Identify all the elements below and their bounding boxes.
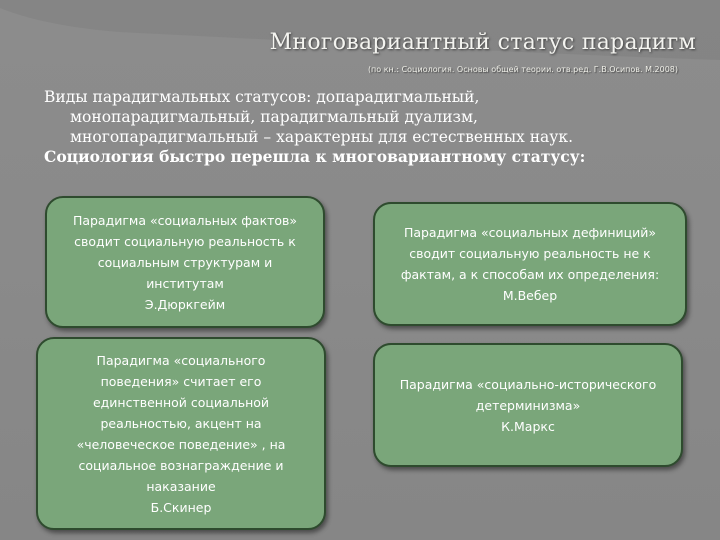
box-author: Э.Дюркгейм: [144, 296, 226, 312]
box-author: К.Маркс: [501, 418, 555, 434]
box-line: Парадигма «социальных дефиниций»: [403, 225, 657, 240]
box-line: социальное вознаграждение и: [78, 457, 284, 473]
paradigm-box-social-behavior: [36, 337, 326, 530]
intro-bold-line: Социология быстро перешла к многовариантному статусу:: [44, 147, 586, 166]
source-citation: (по кн.: Социология. Основы общей теории. отв.ред. Г.В.Осипов. М.2008): [367, 65, 678, 74]
box-line: наказание: [146, 478, 216, 494]
box-line: реальностью, акцент на: [100, 415, 262, 431]
slide-title: Многовариантный статус парадигм: [269, 30, 696, 55]
intro-line-2: монопарадигмальный, парадигмальный дуализм,: [70, 108, 478, 126]
paradigm-box-social-definitions: [373, 202, 687, 326]
box-line: «человеческое поведение» , на: [76, 436, 286, 452]
paradigm-box-social-facts: [45, 196, 325, 328]
box-line: детерминизма»: [475, 397, 581, 413]
box-line: институтам: [146, 275, 224, 291]
box-line: Парадигма «социального: [96, 352, 266, 368]
box-line: Парадигма «социальных фактов»: [72, 212, 298, 228]
box-line: поведения» считает его: [100, 373, 262, 389]
box-line: Парадигма «социально-исторического: [399, 376, 657, 392]
box-line: сводит социальную реальность к: [74, 233, 296, 249]
box-author: М.Вебер: [502, 288, 558, 303]
box-author: Б.Скинер: [150, 499, 212, 515]
intro-line-3: многопарадигмальный – характерны для естественных наук.: [70, 128, 574, 146]
intro-line-1: Виды парадигмальных статусов: допарадигмальный,: [44, 88, 480, 106]
intro-text: [44, 87, 704, 167]
box-line: единственной социальной: [92, 394, 270, 410]
box-line: социальным структурам и: [97, 254, 273, 270]
box-line: сводит социальную реальность не к: [409, 246, 651, 261]
box-line: фактам, а к способам их определения:: [400, 267, 660, 282]
paradigm-box-historical-determinism: [373, 343, 683, 467]
